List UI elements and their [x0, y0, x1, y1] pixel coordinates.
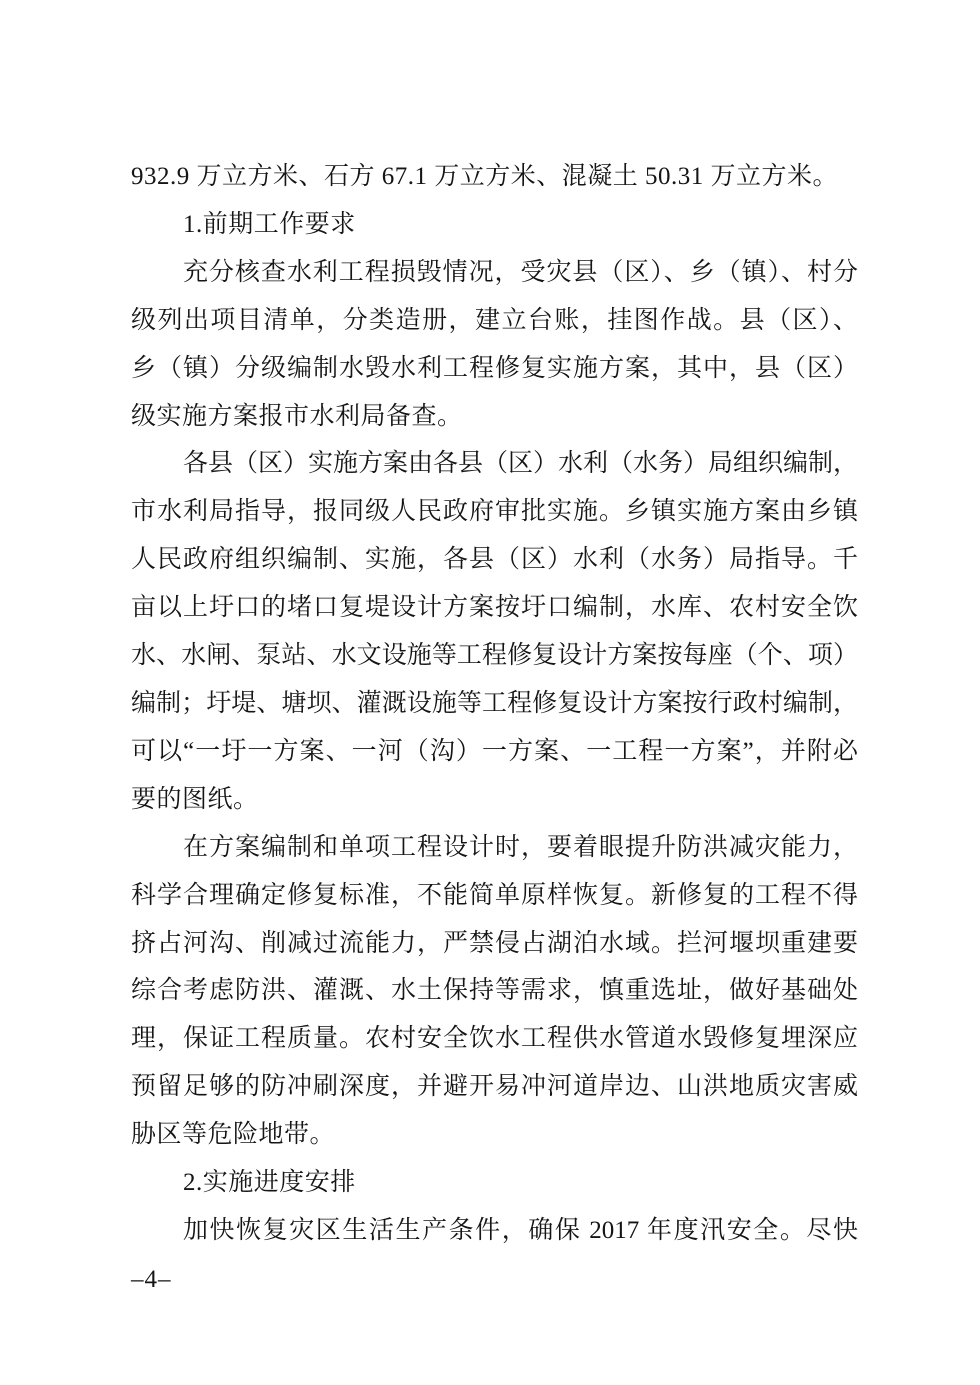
text-line: 综合考虑防洪、灌溉、水土保持等需求，慎重选址，做好基础处: [131, 977, 858, 1005]
page-number: –4–: [131, 1266, 172, 1293]
section-heading: 2.实施进度安排: [183, 1169, 356, 1197]
text-line: 胁区等危险地带。: [131, 1121, 336, 1149]
section-heading: 1.前期工作要求: [183, 210, 356, 238]
text-line: 要的图纸。: [131, 785, 259, 813]
text-line: 在方案编制和单项工程设计时，要着眼提升防洪减灾能力，: [183, 833, 858, 861]
text-line: 可以“一圩一方案、一河（沟）一方案、一工程一方案”，并附必: [131, 737, 858, 765]
text-line: 充分核查水利工程损毁情况，受灾县（区）、乡（镇）、村分: [183, 258, 858, 286]
text-line: 水、水闸、泵站、水文设施等工程修复设计方案按每座（个、项）: [131, 642, 858, 670]
text-line: 理，保证工程质量。农村安全饮水工程供水管道水毁修复埋深应: [131, 1025, 858, 1053]
text-line: 市水利局指导，报同级人民政府审批实施。乡镇实施方案由乡镇: [131, 498, 858, 526]
text-line: 挤占河沟、削减过流能力，严禁侵占湖泊水域。拦河堰坝重建要: [131, 929, 858, 957]
text-line: 亩以上圩口的堵口复堤设计方案按圩口编制，水库、农村安全饮: [131, 594, 858, 622]
document-body: [131, 153, 858, 1255]
text-line: 预留足够的防冲刷深度，并避开易冲河道岸边、山洪地质灾害威: [131, 1073, 858, 1101]
text-line: 编制；圩堤、塘坝、灌溉设施等工程修复设计方案按行政村编制，: [131, 689, 858, 717]
text-line: 加快恢复灾区生活生产条件，确保 2017 年度汛安全。尽快: [183, 1216, 858, 1244]
text-line: 科学合理确定修复标准，不能简单原样恢复。新修复的工程不得: [131, 881, 858, 909]
text-line: 人民政府组织编制、实施，各县（区）水利（水务）局指导。千: [131, 546, 858, 574]
text-line: 级列出项目清单，分类造册，建立台账，挂图作战。县（区）、: [131, 306, 858, 334]
text-line: 各县（区）实施方案由各县（区）水利（水务）局组织编制，: [183, 450, 859, 478]
text-line: 932.9 万立方米、石方 67.1 万立方米、混凝土 50.31 万立方米。: [131, 163, 839, 190]
text-line: 级实施方案报市水利局备查。: [131, 402, 463, 430]
text-line: 乡（镇）分级编制水毁水利工程修复实施方案，其中，县（区）: [131, 354, 858, 382]
